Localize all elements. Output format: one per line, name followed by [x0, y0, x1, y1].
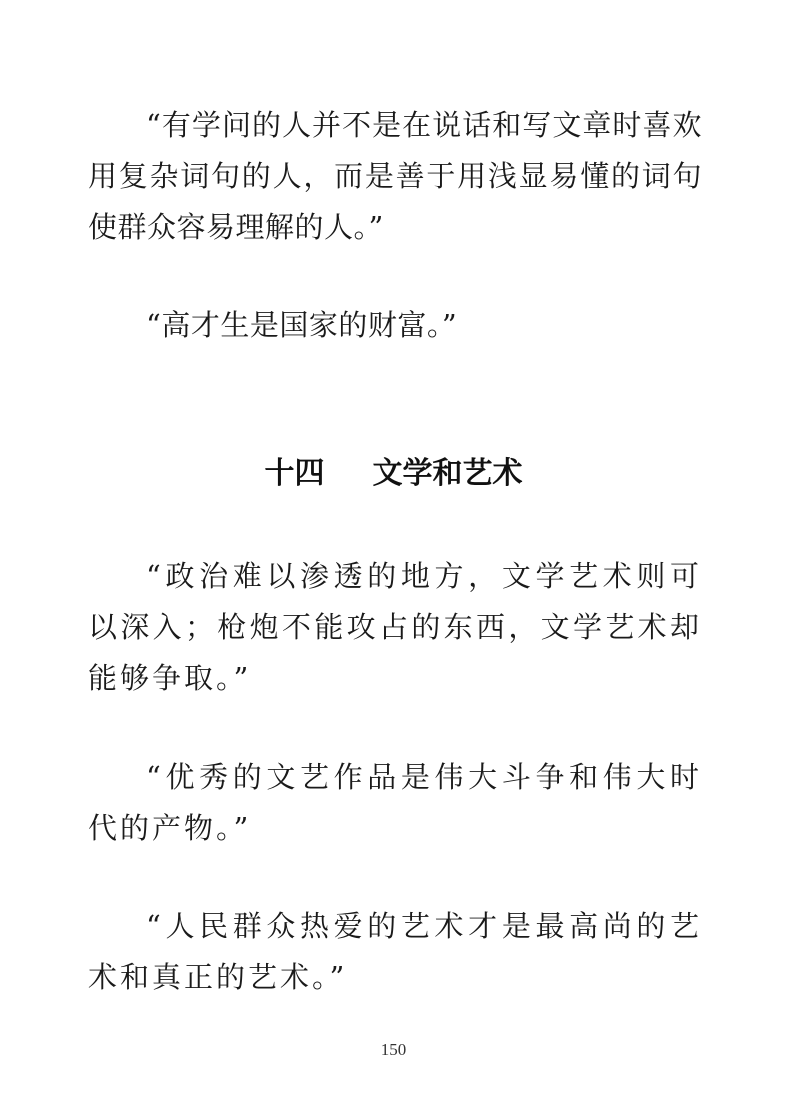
quote-paragraph: “优秀的文艺作品是伟大斗争和伟大时代的产物。” [88, 760, 702, 845]
quote-paragraph: “人民群众热爱的艺术才是最高尚的艺术和真正的艺术。” [88, 909, 702, 994]
page-number: 150 [380, 1040, 407, 1059]
quote-paragraph: “高才生是国家的财富。” [146, 308, 458, 342]
section-number: 十四 [264, 456, 325, 491]
section-heading [0, 452, 787, 496]
quote-paragraph: “政治难以渗透的地方，文学艺术则可以深入；枪炮不能攻占的东西，文学艺术却能够争取。” [88, 559, 702, 695]
quote-paragraph: “有学问的人并不是在说话和写文章时喜欢用复杂词句的人，而是善于用浅显易懂的词句使群众容易理解的人。” [88, 108, 702, 244]
section-title: 文学和艺术 [372, 456, 523, 491]
